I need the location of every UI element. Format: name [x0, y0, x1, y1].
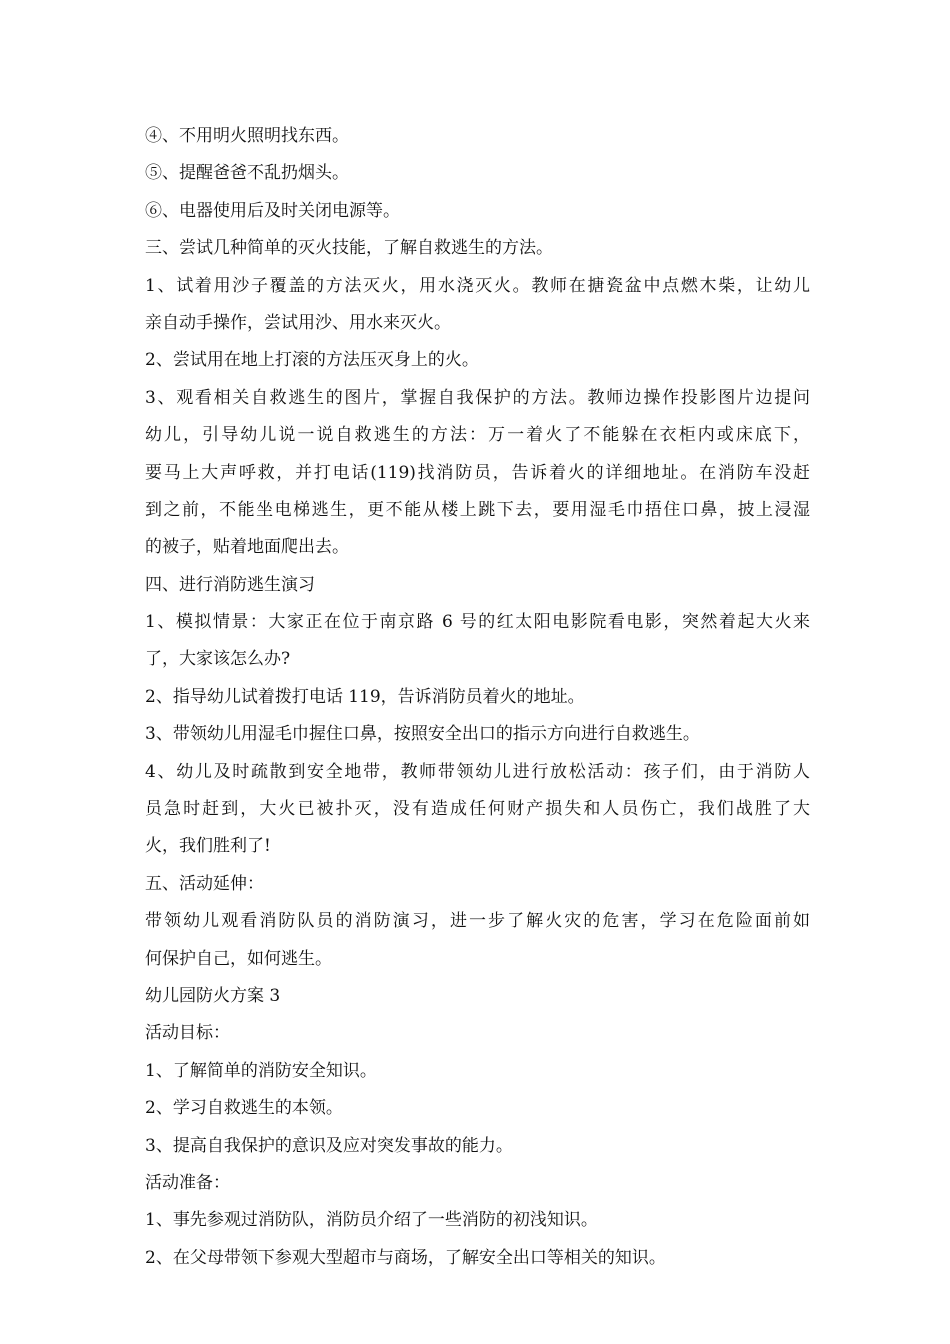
section-heading: 活动目标： [145, 1023, 230, 1044]
text-line: ⑥、电器使用后及时关闭电源等。 [145, 200, 400, 221]
text-line: 3、观看相关自救逃生的图片，掌握自我保护的方法。教师边操作投影图片边提问 [145, 387, 810, 408]
text-line: 何保护自己，如何逃生。 [145, 948, 332, 969]
text-line: 3、带领幼儿用湿毛巾握住口鼻，按照安全出口的指示方向进行自救逃生。 [145, 724, 700, 745]
text-line: 火，我们胜利了! [145, 836, 271, 857]
text-line: 带领幼儿观看消防队员的消防演习，进一步了解火灾的危害，学习在危险面前如 [145, 911, 810, 932]
text-line: ⑤、提醒爸爸不乱扔烟头。 [145, 163, 349, 184]
text-line: 2、尝试用在地上打滚的方法压灭身上的火。 [145, 350, 479, 371]
text-line: 3、提高自我保护的意识及应对突发事故的能力。 [145, 1135, 513, 1156]
text-line: 2、指导幼儿试着拨打电话 119，告诉消防员着火的地址。 [145, 686, 585, 707]
document-body [145, 118, 810, 1277]
text-line: 到之前，不能坐电梯逃生，更不能从楼上跳下去，要用湿毛巾捂住口鼻，披上浸湿 [145, 499, 810, 520]
text-line: 1、了解简单的消防安全知识。 [145, 1060, 377, 1081]
text-line: 1、试着用沙子覆盖的方法灭火，用水浇灭火。教师在搪瓷盆中点燃木柴，让幼儿 [145, 275, 810, 296]
text-line: 4、幼儿及时疏散到安全地带，教师带领幼儿进行放松活动：孩子们，由于消防人 [145, 761, 810, 782]
text-line: 员急时赶到，大火已被扑灭，没有造成任何财产损失和人员伤亡，我们战胜了大 [145, 799, 810, 820]
text-line: 1、事先参观过消防队，消防员介绍了一些消防的初浅知识。 [145, 1210, 598, 1231]
text-line: 了，大家该怎么办? [145, 649, 291, 670]
text-line: ④、不用明火照明找东西。 [145, 126, 349, 146]
section-heading: 活动准备： [145, 1172, 230, 1193]
text-line: 2、在父母带领下参观大型超市与商场，了解安全出口等相关的知识。 [145, 1247, 666, 1268]
document-subtitle: 幼儿园防火方案 3 [145, 985, 281, 1006]
section-heading: 四、进行消防逃生演习 [145, 574, 315, 595]
text-line: 亲自动手操作，尝试用沙、用水来灭火。 [145, 312, 451, 333]
text-line: 1、模拟情景：大家正在位于南京路 6 号的红太阳电影院看电影，突然着起大火来 [145, 612, 810, 633]
section-heading: 三、尝试几种简单的灭火技能，了解自救逃生的方法。 [145, 238, 553, 259]
text-line: 要马上大声呼救，并打电话(119)找消防员，告诉着火的详细地址。在消防车没赶 [145, 462, 810, 483]
section-heading: 五、活动延伸： [145, 873, 264, 894]
text-line: 2、学习自救逃生的本领。 [145, 1098, 343, 1119]
text-line: 幼儿，引导幼儿说一说自救逃生的方法：万一着火了不能躲在衣柜内或床底下， [145, 425, 810, 446]
text-line: 的被子，贴着地面爬出去。 [145, 537, 349, 558]
